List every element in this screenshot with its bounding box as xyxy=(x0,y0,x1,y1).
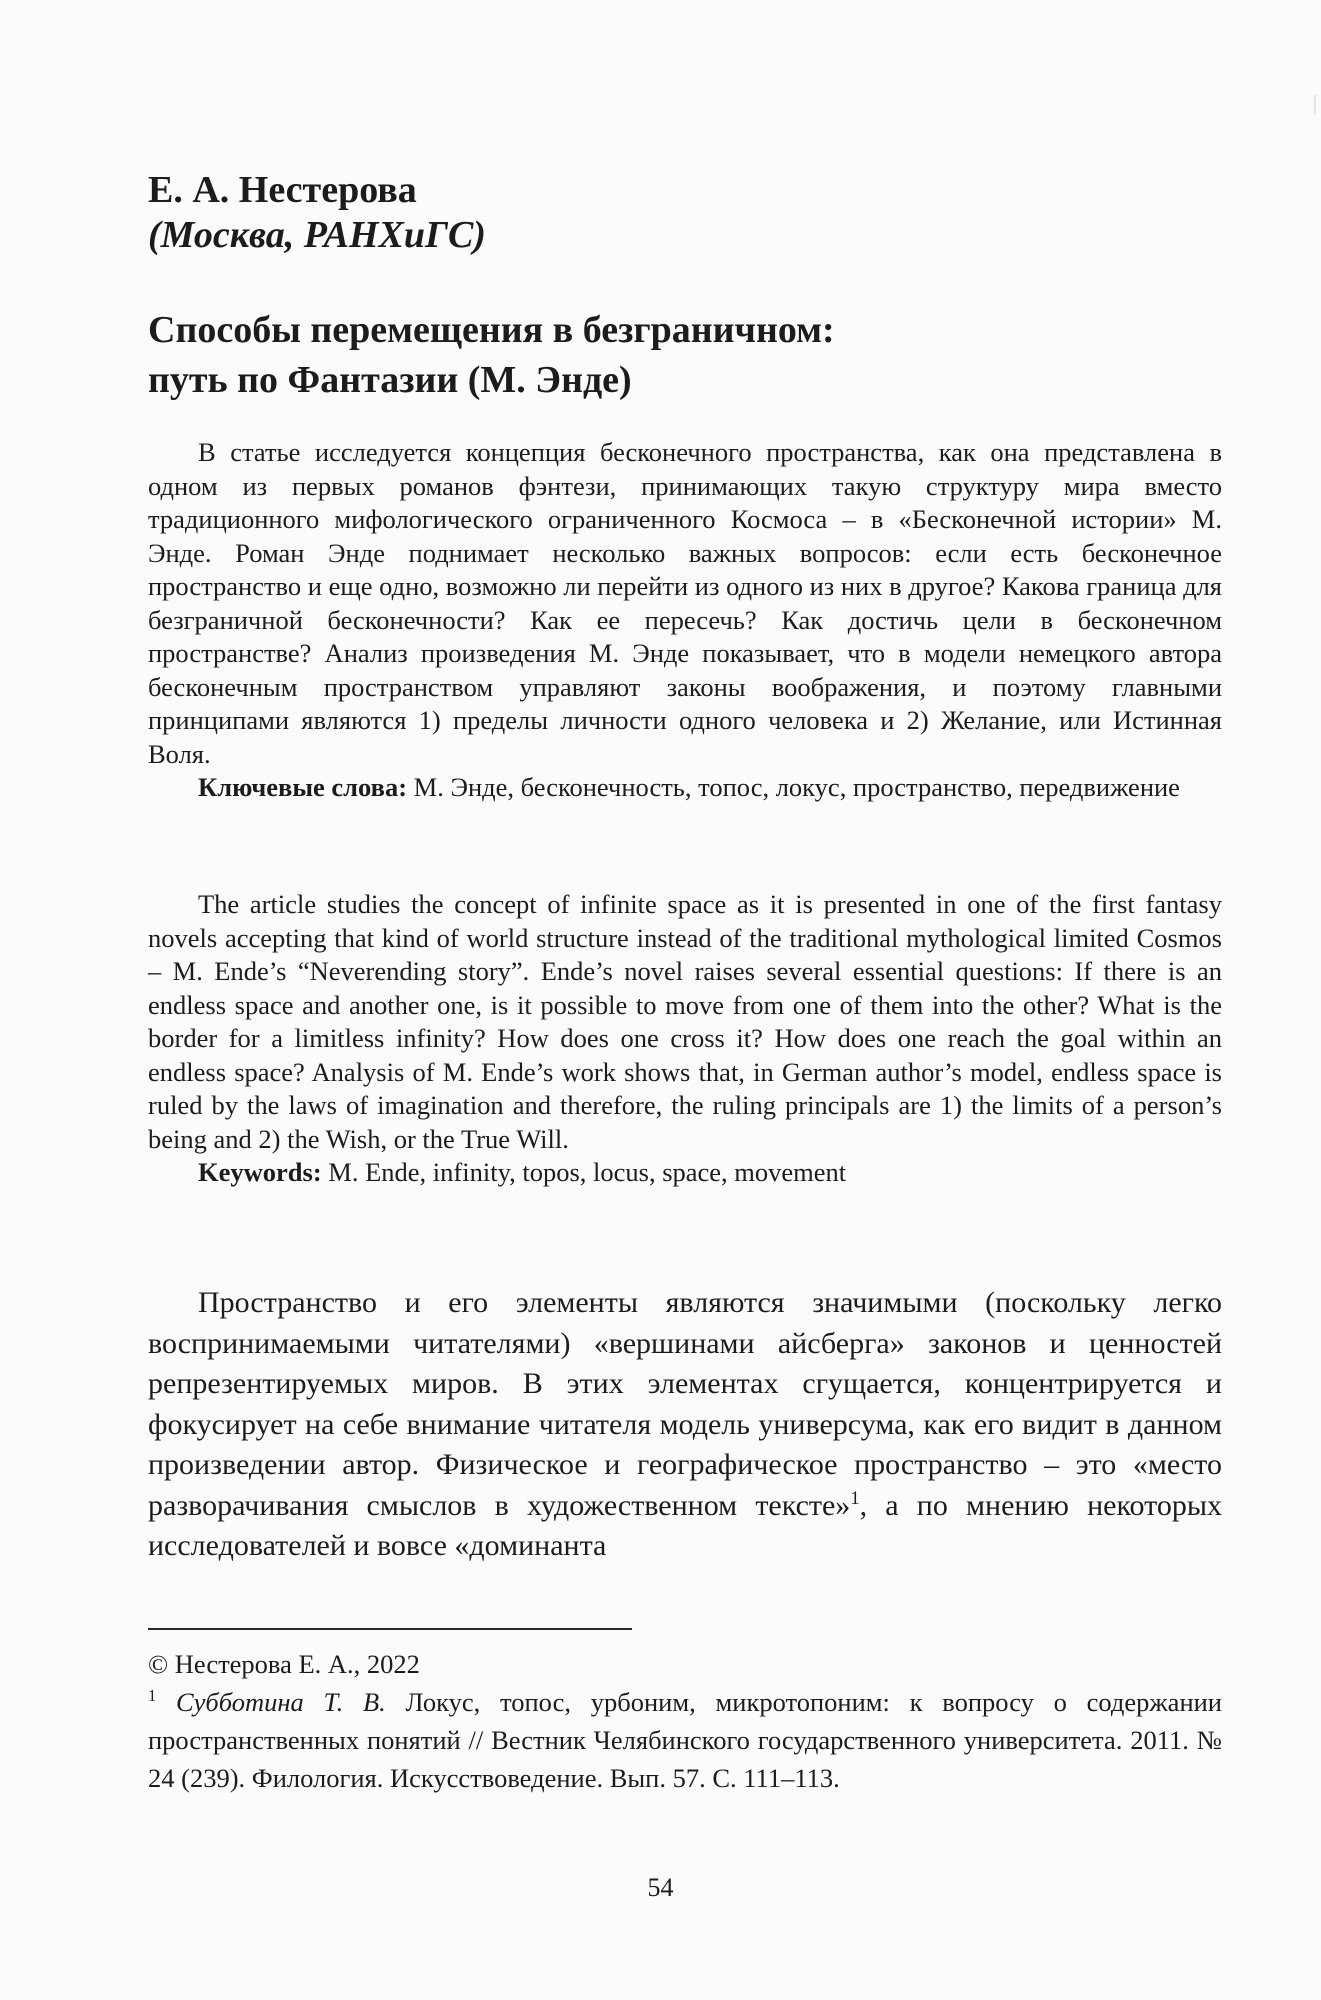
footnote-text: Локус, топос, урбоним, микротопоним: к вопросу о содержании пространственных понятий // Вестник Челябинского государственного университета. 2011. № 24 (239). Филология. Искусствоведение. Вып. 57. С. 111–113. xyxy=(148,1687,1222,1793)
abstract-english xyxy=(148,888,1222,1190)
keywords-ru xyxy=(148,771,1222,805)
footnote-1 xyxy=(148,1683,1222,1797)
author-affiliation: (Москва, РАНХиГС) xyxy=(148,214,486,256)
body-text xyxy=(148,1283,1222,1567)
abstract-en-text: The article studies the concept of infinite space as it is presented in one of the first fantasy novels accepting that kind of world structure instead of the traditional mythological limited Cosmos – M. Ende’s “Neverending story”. Ende’s novel raises several essential questions: If there is an endless space and another one, is it possible to move from one of them into the other? What is the border for a limitless infinity? How does one cross it? How does one reach the goal within an endless space? Analysis of M. Ende’s work shows that, in German author’s model, endless space is ruled by the laws of imagination and therefore, the ruling principals are 1) the limits of a person’s being and 2) the Wish, or the True Will. xyxy=(148,889,1222,1154)
title-line-2: путь по Фантазии (М. Энде) xyxy=(148,359,632,401)
scan-edge-mark xyxy=(1314,95,1316,115)
keywords-en-list: M. Ende, infinity, topos, locus, space, movement xyxy=(321,1157,847,1187)
body-text-part-1: Пространство и его элементы являются значимыми (поскольку легко воспринимаемыми читателями) «вершинами айсберга» законов и ценностей репрезентируемых миров. В этих элементах сгущается, концентрируется и фокусирует на себе внимание читателя модель универсума, как его видит в данном произведении автор. Физическое и географическое пространство – это «место разворачивания смыслов в художественном тексте» xyxy=(148,1286,1222,1522)
keywords-en-label: Keywords: xyxy=(198,1157,322,1187)
page-number: 54 xyxy=(647,1873,674,1902)
footnote-author: Субботина Т. В. xyxy=(175,1687,386,1717)
keywords-ru-list: М. Энде, бесконечность, топос, локус, пространство, передвижение xyxy=(407,772,1180,802)
body-paragraph xyxy=(148,1283,1222,1567)
article-title xyxy=(148,305,1218,405)
title-line-1: Способы перемещения в безграничном: xyxy=(148,309,835,351)
footnote-number: 1 xyxy=(148,1686,157,1706)
copyright-line: © Нестерова Е. А., 2022 xyxy=(148,1649,420,1679)
footnotes xyxy=(148,1645,1222,1797)
article-header xyxy=(148,168,1218,258)
keywords-en xyxy=(148,1156,1222,1190)
footnote-divider xyxy=(148,1628,632,1630)
author-name: Е. А. Нестерова xyxy=(148,169,417,211)
abstract-russian xyxy=(148,436,1222,805)
footnote-reference[interactable]: 1 xyxy=(850,1487,860,1509)
abstract-ru-text: В статье исследуется концепция бесконечного пространства, как она представлена в одном из первых романов фэнтези, принимающих такую структуру мира вместо традиционного мифологического ограниченного Космоса – в «Бесконечной истории» М. Энде. Роман Энде поднимает несколько важных вопросов: если есть бесконечное пространство и еще одно, возможно ли перейти из одного из них в другое? Какова граница для безграничной бесконечности? Как ее пересечь? Как достичь цели в бесконечном пространстве? Анализ произведения М. Энде показывает, что в модели немецкого автора бесконечным пространством управляют законы воображения, и поэтому главными принципами являются 1) пределы личности одного человека и 2) Желание, или Истинная Воля. xyxy=(148,437,1222,769)
body-text-part-2: , а по мнению некоторых исследователей и вовсе «доминанта xyxy=(148,1488,1222,1562)
keywords-ru-label: Ключевые слова: xyxy=(198,772,408,802)
